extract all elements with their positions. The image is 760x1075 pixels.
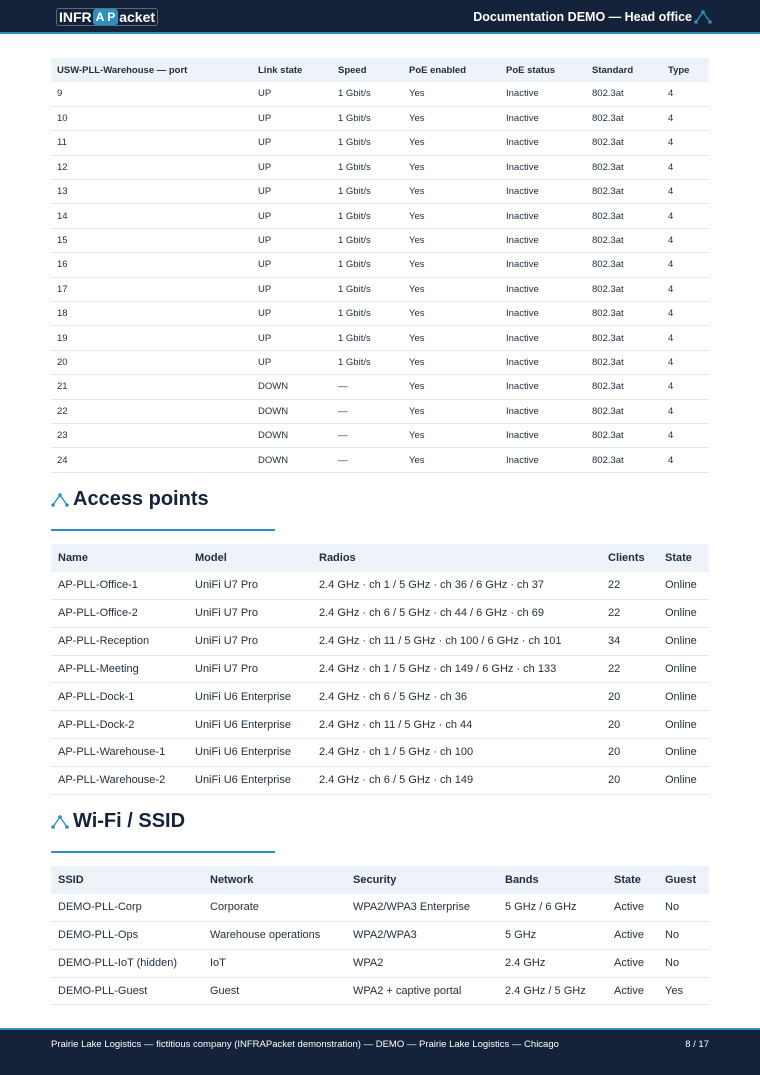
table-cell: DOWN	[252, 423, 332, 447]
table-cell: Yes	[403, 350, 500, 374]
table-row	[51, 399, 709, 423]
column-header: Standard	[586, 58, 662, 82]
table-cell: UP	[252, 253, 332, 277]
table-cell: UP	[252, 155, 332, 179]
table-row	[51, 448, 709, 472]
table-cell: —	[332, 423, 403, 447]
table-cell: DEMO-PLL-Guest	[51, 977, 203, 1005]
logo-text-pre: INFR	[59, 9, 92, 25]
table-row	[51, 253, 709, 277]
column-header: Network	[203, 866, 346, 894]
table-cell: 20	[601, 711, 658, 739]
table-cell: 2.4 GHz · ch 6 / 5 GHz · ch 44 / 6 GHz · ch 69	[312, 600, 601, 628]
table-cell: 19	[51, 326, 252, 350]
table-cell: 22	[51, 399, 252, 423]
column-header: State	[658, 544, 709, 572]
table-cell: 16	[51, 253, 252, 277]
table-cell: DEMO-PLL-Ops	[51, 921, 203, 949]
table-cell: Online	[658, 572, 709, 600]
table-cell: Inactive	[500, 350, 586, 374]
table-cell: AP-PLL-Office-2	[51, 600, 188, 628]
column-header: SSID	[51, 866, 203, 894]
access-points-table-body	[51, 572, 709, 794]
table-cell: 4	[662, 82, 709, 106]
table-cell: AP-PLL-Warehouse-2	[51, 766, 188, 794]
table-cell: 2.4 GHz · ch 6 / 5 GHz · ch 149	[312, 766, 601, 794]
table-cell: 9	[51, 82, 252, 106]
column-header: Clients	[601, 544, 658, 572]
table-cell: —	[332, 399, 403, 423]
table-cell: Active	[607, 921, 658, 949]
table-cell: 1 Gbit/s	[332, 326, 403, 350]
table-row	[51, 655, 709, 683]
column-header: Guest	[658, 866, 709, 894]
table-cell: 802.3at	[586, 106, 662, 130]
column-header: Speed	[332, 58, 403, 82]
table-cell: 2.4 GHz · ch 11 / 5 GHz · ch 44	[312, 711, 601, 739]
table-cell: Inactive	[500, 399, 586, 423]
section-heading	[51, 807, 709, 837]
table-cell: Yes	[403, 326, 500, 350]
page-footer	[0, 1028, 760, 1075]
network-graph-icon	[51, 492, 69, 508]
table-cell: Active	[607, 977, 658, 1005]
table-cell: 34	[601, 627, 658, 655]
table-cell: 802.3at	[586, 277, 662, 301]
table-cell: UP	[252, 326, 332, 350]
section-heading	[51, 485, 709, 515]
table-cell: 4	[662, 326, 709, 350]
table-cell: 4	[662, 302, 709, 326]
table-cell: 5 GHz / 6 GHz	[498, 894, 607, 922]
table-cell: Yes	[403, 448, 500, 472]
page-header	[0, 0, 760, 34]
table-row	[51, 949, 709, 977]
table-cell: Active	[607, 949, 658, 977]
table-row	[51, 627, 709, 655]
table-cell: DEMO-PLL-Corp	[51, 894, 203, 922]
column-header: State	[607, 866, 658, 894]
table-cell: Warehouse operations	[203, 921, 346, 949]
table-cell: 11	[51, 131, 252, 155]
table-header-row	[51, 58, 709, 82]
table-cell: Yes	[403, 82, 500, 106]
table-cell: UP	[252, 302, 332, 326]
column-header: PoE enabled	[403, 58, 500, 82]
table-cell: UniFi U7 Pro	[188, 655, 312, 683]
table-cell: 1 Gbit/s	[332, 155, 403, 179]
table-cell: AP-PLL-Office-1	[51, 572, 188, 600]
table-cell: AP-PLL-Reception	[51, 627, 188, 655]
table-cell: 1 Gbit/s	[332, 131, 403, 155]
table-cell: Inactive	[500, 302, 586, 326]
table-cell: AP-PLL-Dock-2	[51, 711, 188, 739]
logo-text-post: acket	[119, 9, 156, 25]
table-cell: UniFi U7 Pro	[188, 600, 312, 628]
table-cell: UP	[252, 350, 332, 374]
table-cell: Online	[658, 739, 709, 767]
table-cell: 2.4 GHz · ch 1 / 5 GHz · ch 100	[312, 739, 601, 767]
table-cell: WPA2	[346, 949, 498, 977]
table-cell: 23	[51, 423, 252, 447]
table-cell: AP-PLL-Warehouse-1	[51, 739, 188, 767]
table-cell: Active	[607, 894, 658, 922]
table-cell: 2.4 GHz / 5 GHz	[498, 977, 607, 1005]
table-cell: 1 Gbit/s	[332, 106, 403, 130]
table-cell: 20	[601, 739, 658, 767]
table-cell: 20	[601, 683, 658, 711]
section-divider	[51, 529, 275, 531]
table-cell: UniFi U7 Pro	[188, 572, 312, 600]
table-cell: UP	[252, 82, 332, 106]
table-cell: 1 Gbit/s	[332, 302, 403, 326]
column-header: Name	[51, 544, 188, 572]
document-title: Documentation DEMO — Head office	[473, 10, 692, 24]
table-cell: Yes	[658, 977, 709, 1005]
column-header: Link state	[252, 58, 332, 82]
table-row	[51, 683, 709, 711]
ports-table-body	[51, 82, 709, 472]
table-cell: 802.3at	[586, 131, 662, 155]
table-cell: 802.3at	[586, 180, 662, 204]
table-cell: 802.3at	[586, 399, 662, 423]
footer-text: Prairie Lake Logistics — fictitious company (INFRAPacket demonstration) — DEMO — Prairie Lake Logistics — Chicago	[51, 1039, 559, 1050]
table-cell: Inactive	[500, 155, 586, 179]
table-cell: 2.4 GHz · ch 11 / 5 GHz · ch 100 / 6 GHz · ch 101	[312, 627, 601, 655]
network-graph-icon	[694, 9, 712, 25]
table-cell: 802.3at	[586, 253, 662, 277]
table-cell: 4	[662, 228, 709, 252]
access-points-table	[51, 544, 709, 795]
table-cell: DOWN	[252, 448, 332, 472]
logo-box	[56, 8, 158, 26]
section-title-wifi: Wi-Fi / SSID	[73, 810, 186, 833]
table-cell: 802.3at	[586, 326, 662, 350]
table-cell: No	[658, 949, 709, 977]
table-row	[51, 204, 709, 228]
column-header: Model	[188, 544, 312, 572]
table-cell: Yes	[403, 302, 500, 326]
table-cell: 802.3at	[586, 350, 662, 374]
network-graph-icon	[51, 814, 69, 830]
table-cell: DOWN	[252, 399, 332, 423]
table-cell: 1 Gbit/s	[332, 180, 403, 204]
table-cell: Yes	[403, 253, 500, 277]
table-cell: 4	[662, 399, 709, 423]
column-header: PoE status	[500, 58, 586, 82]
table-cell: UP	[252, 277, 332, 301]
table-cell: 4	[662, 423, 709, 447]
page-number: 8 / 17	[685, 1039, 709, 1050]
table-cell: 802.3at	[586, 155, 662, 179]
table-cell: Online	[658, 766, 709, 794]
table-row	[51, 423, 709, 447]
table-cell: Inactive	[500, 326, 586, 350]
table-cell: Yes	[403, 131, 500, 155]
table-cell: 802.3at	[586, 423, 662, 447]
table-cell: 2.4 GHz · ch 1 / 5 GHz · ch 149 / 6 GHz · ch 133	[312, 655, 601, 683]
table-row	[51, 326, 709, 350]
table-cell: UniFi U6 Enterprise	[188, 683, 312, 711]
table-cell: IoT	[203, 949, 346, 977]
table-header-row	[51, 866, 709, 894]
table-cell: 22	[601, 600, 658, 628]
table-cell: Online	[658, 683, 709, 711]
table-cell: 13	[51, 180, 252, 204]
column-header: Bands	[498, 866, 607, 894]
table-cell: Inactive	[500, 423, 586, 447]
table-cell: 4	[662, 253, 709, 277]
table-cell: AP-PLL-Dock-1	[51, 683, 188, 711]
table-cell: —	[332, 375, 403, 399]
table-row	[51, 711, 709, 739]
wifi-table-body	[51, 894, 709, 1005]
table-cell: WPA2/WPA3	[346, 921, 498, 949]
table-cell: Online	[658, 711, 709, 739]
column-header: Radios	[312, 544, 601, 572]
table-cell: 4	[662, 448, 709, 472]
table-cell: 2.4 GHz · ch 1 / 5 GHz · ch 36 / 6 GHz · ch 37	[312, 572, 601, 600]
table-row	[51, 739, 709, 767]
table-cell: 802.3at	[586, 448, 662, 472]
table-cell: Inactive	[500, 180, 586, 204]
page-content	[51, 58, 709, 1005]
table-cell: 17	[51, 277, 252, 301]
table-cell: 1 Gbit/s	[332, 82, 403, 106]
table-row	[51, 350, 709, 374]
table-cell: UP	[252, 106, 332, 130]
table-row	[51, 921, 709, 949]
table-cell: 4	[662, 155, 709, 179]
table-cell: 2.4 GHz · ch 6 / 5 GHz · ch 36	[312, 683, 601, 711]
table-cell: UniFi U6 Enterprise	[188, 739, 312, 767]
table-cell: 10	[51, 106, 252, 130]
table-cell: DEMO-PLL-IoT (hidden)	[51, 949, 203, 977]
table-cell: 22	[601, 572, 658, 600]
column-header: Type	[662, 58, 709, 82]
table-header-row	[51, 544, 709, 572]
table-cell: 1 Gbit/s	[332, 350, 403, 374]
table-cell: No	[658, 921, 709, 949]
table-cell: Inactive	[500, 204, 586, 228]
table-cell: 1 Gbit/s	[332, 277, 403, 301]
table-cell: Online	[658, 600, 709, 628]
table-cell: Inactive	[500, 82, 586, 106]
table-cell: Inactive	[500, 375, 586, 399]
table-cell: UP	[252, 131, 332, 155]
table-cell: 20	[601, 766, 658, 794]
table-row	[51, 228, 709, 252]
table-cell: UP	[252, 228, 332, 252]
table-cell: Yes	[403, 277, 500, 301]
table-cell: Yes	[403, 155, 500, 179]
table-cell: 4	[662, 350, 709, 374]
table-row	[51, 180, 709, 204]
table-row	[51, 277, 709, 301]
table-row	[51, 131, 709, 155]
wifi-ssid-table	[51, 866, 709, 1006]
table-row	[51, 82, 709, 106]
table-cell: 18	[51, 302, 252, 326]
table-row	[51, 600, 709, 628]
table-cell: 802.3at	[586, 228, 662, 252]
table-cell: Yes	[403, 228, 500, 252]
table-cell: 20	[51, 350, 252, 374]
table-row	[51, 977, 709, 1005]
table-row	[51, 155, 709, 179]
table-cell: 4	[662, 204, 709, 228]
table-row	[51, 766, 709, 794]
table-row	[51, 375, 709, 399]
table-cell: Online	[658, 627, 709, 655]
table-cell: 4	[662, 375, 709, 399]
table-cell: UniFi U6 Enterprise	[188, 711, 312, 739]
table-cell: Yes	[403, 106, 500, 130]
table-cell: 1 Gbit/s	[332, 228, 403, 252]
table-cell: —	[332, 448, 403, 472]
table-cell: Inactive	[500, 448, 586, 472]
table-cell: 802.3at	[586, 82, 662, 106]
column-header: USW-PLL-Warehouse — port	[51, 58, 252, 82]
table-cell: DOWN	[252, 375, 332, 399]
logo-text-ap: A P	[93, 9, 119, 25]
table-row	[51, 106, 709, 130]
table-cell: 12	[51, 155, 252, 179]
table-cell: 2.4 GHz	[498, 949, 607, 977]
table-cell: 802.3at	[586, 204, 662, 228]
table-row	[51, 572, 709, 600]
section-title-access-points: Access points	[73, 488, 209, 511]
table-cell: UniFi U7 Pro	[188, 627, 312, 655]
table-cell: Inactive	[500, 228, 586, 252]
table-cell: Corporate	[203, 894, 346, 922]
table-cell: Inactive	[500, 106, 586, 130]
table-cell: UP	[252, 180, 332, 204]
table-cell: Inactive	[500, 131, 586, 155]
table-cell: WPA2/WPA3 Enterprise	[346, 894, 498, 922]
table-cell: 21	[51, 375, 252, 399]
table-cell: Guest	[203, 977, 346, 1005]
table-cell: Inactive	[500, 277, 586, 301]
table-cell: Inactive	[500, 253, 586, 277]
table-cell: 4	[662, 106, 709, 130]
switch-ports-table	[51, 58, 709, 473]
table-cell: 4	[662, 131, 709, 155]
table-cell: Online	[658, 655, 709, 683]
table-cell: Yes	[403, 204, 500, 228]
table-cell: 5 GHz	[498, 921, 607, 949]
table-cell: 14	[51, 204, 252, 228]
table-cell: Yes	[403, 399, 500, 423]
table-cell: 802.3at	[586, 302, 662, 326]
table-cell: 1 Gbit/s	[332, 204, 403, 228]
table-cell: 22	[601, 655, 658, 683]
table-cell: 802.3at	[586, 375, 662, 399]
table-cell: No	[658, 894, 709, 922]
table-cell: Yes	[403, 180, 500, 204]
table-cell: UP	[252, 204, 332, 228]
infrapacket-logo	[56, 7, 158, 27]
column-header: Security	[346, 866, 498, 894]
table-cell: WPA2 + captive portal	[346, 977, 498, 1005]
table-cell: 15	[51, 228, 252, 252]
table-cell: 1 Gbit/s	[332, 253, 403, 277]
table-row	[51, 302, 709, 326]
table-cell: Yes	[403, 375, 500, 399]
table-row	[51, 894, 709, 922]
table-cell: 4	[662, 180, 709, 204]
table-cell: 4	[662, 277, 709, 301]
section-divider	[51, 851, 275, 853]
table-cell: Yes	[403, 423, 500, 447]
table-cell: AP-PLL-Meeting	[51, 655, 188, 683]
table-cell: 24	[51, 448, 252, 472]
table-cell: UniFi U6 Enterprise	[188, 766, 312, 794]
